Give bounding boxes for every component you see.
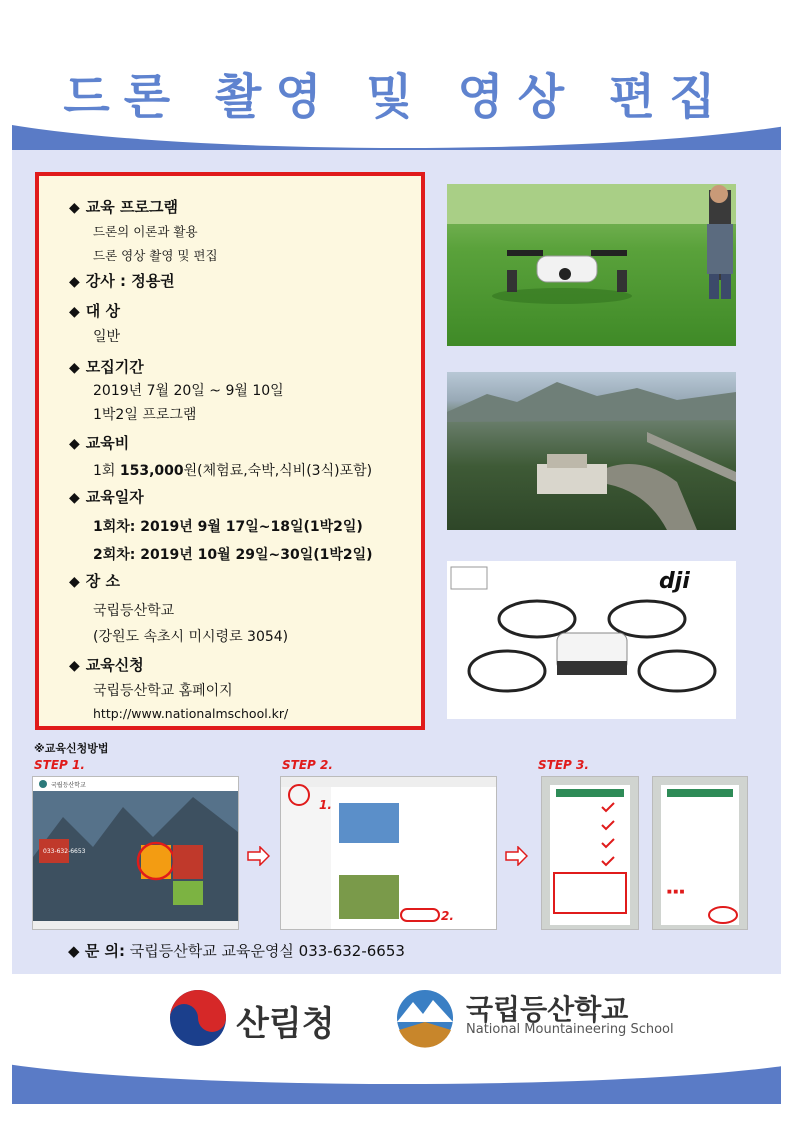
recruit-line-2: 1박2일 프로그램 <box>93 407 197 423</box>
phone-badge-text: 033-632-6653 <box>43 848 86 855</box>
section-fee <box>69 432 129 453</box>
diamond-icon: ◆ <box>69 304 80 320</box>
forest-service-logo-text: 산림청 <box>236 1004 335 1044</box>
apply-method-heading: ※교육신청방법 <box>34 742 109 755</box>
contact-label: 문 의: <box>84 942 125 960</box>
section-label: 교육 프로그램 <box>85 198 178 216</box>
section-label: 교육비 <box>85 434 130 452</box>
section-place <box>69 570 120 591</box>
step2-screenshot <box>280 776 497 930</box>
school-logo-text: 국립등산학교 <box>466 993 629 1026</box>
fee-prefix: 1회 <box>93 463 120 479</box>
diamond-icon: ◆ <box>69 490 80 506</box>
dates-line-2: 2회차: 2019년 10월 29일~30일(1박2일) <box>93 547 373 563</box>
section-label: 교육신청 <box>85 656 144 674</box>
program-line-2: 드론 영상 촬영 및 편집 <box>93 248 218 263</box>
diamond-icon: ◆ <box>69 360 80 376</box>
place-line-2: (강원도 속초시 미시령로 3054) <box>93 629 289 645</box>
step3-screenshot-2 <box>652 776 748 930</box>
diamond-icon: ◆ <box>69 200 80 216</box>
section-label: 모집기간 <box>85 358 144 376</box>
school-emblem-icon <box>395 988 455 1048</box>
contact-text: 국립등산학교 교육운영실 033-632-6653 <box>129 942 405 960</box>
program-line-1: 드론의 이론과 활용 <box>93 224 198 239</box>
target-value: 일반 <box>93 329 121 345</box>
section-label: 대 상 <box>85 302 120 320</box>
photo-drone-field <box>447 184 736 346</box>
diamond-icon: ◆ <box>69 436 80 452</box>
section-label: 장 소 <box>85 572 120 590</box>
dji-logo: dji <box>659 569 690 594</box>
section-apply <box>69 654 144 675</box>
step-1-label: STEP 1. <box>34 758 85 772</box>
step2-marker-2: 2. <box>441 909 454 923</box>
step-2-label: STEP 2. <box>282 758 333 772</box>
step2-marker-1: 1. <box>319 798 332 812</box>
place-line-1: 국립등산학교 <box>93 603 175 619</box>
arrow-right-icon <box>504 846 528 866</box>
apply-line-1: 국립등산학교 홈페이지 <box>93 683 233 699</box>
school-logo-subtext: National Mountaineering School <box>466 1022 674 1037</box>
photo-dji-drone <box>447 561 736 719</box>
fee-line <box>93 460 372 480</box>
dates-line-1: 1회차: 2019년 9월 17일~18일(1박2일) <box>93 519 363 535</box>
contact-diamond-icon: ◆ <box>68 942 85 960</box>
info-box <box>35 172 425 730</box>
step1-screenshot <box>32 776 239 930</box>
photo-school-aerial <box>447 372 736 530</box>
section-label: 강사 : 정용권 <box>85 272 175 290</box>
section-label: 교육일자 <box>85 488 144 506</box>
contact-line <box>68 940 405 961</box>
section-instructor <box>69 270 175 291</box>
forest-service-emblem-icon <box>168 988 228 1048</box>
arrow-right-icon <box>246 846 270 866</box>
step3-screenshot-1 <box>541 776 639 930</box>
fee-amount: 153,000 <box>119 463 184 479</box>
section-dates <box>69 486 144 507</box>
diamond-icon: ◆ <box>69 658 80 674</box>
section-target <box>69 300 120 321</box>
recruit-line-1: 2019년 7월 20일 ~ 9월 10일 <box>93 383 284 399</box>
diamond-icon: ◆ <box>69 574 80 590</box>
section-program <box>69 196 178 217</box>
fee-suffix: 원(체험료,숙박,식비(3식)포함) <box>183 463 373 479</box>
site-name-text: 국립등산학교 <box>51 782 86 789</box>
diamond-icon: ◆ <box>69 274 80 290</box>
section-recruit <box>69 356 144 377</box>
page-title: 드론 촬영 및 영상 편집 <box>63 69 730 125</box>
apply-url[interactable]: http://www.nationalmschool.kr/ <box>93 706 289 721</box>
svg-text:■ ■ ■: ■ ■ ■ <box>667 889 685 895</box>
step-3-label: STEP 3. <box>538 758 589 772</box>
